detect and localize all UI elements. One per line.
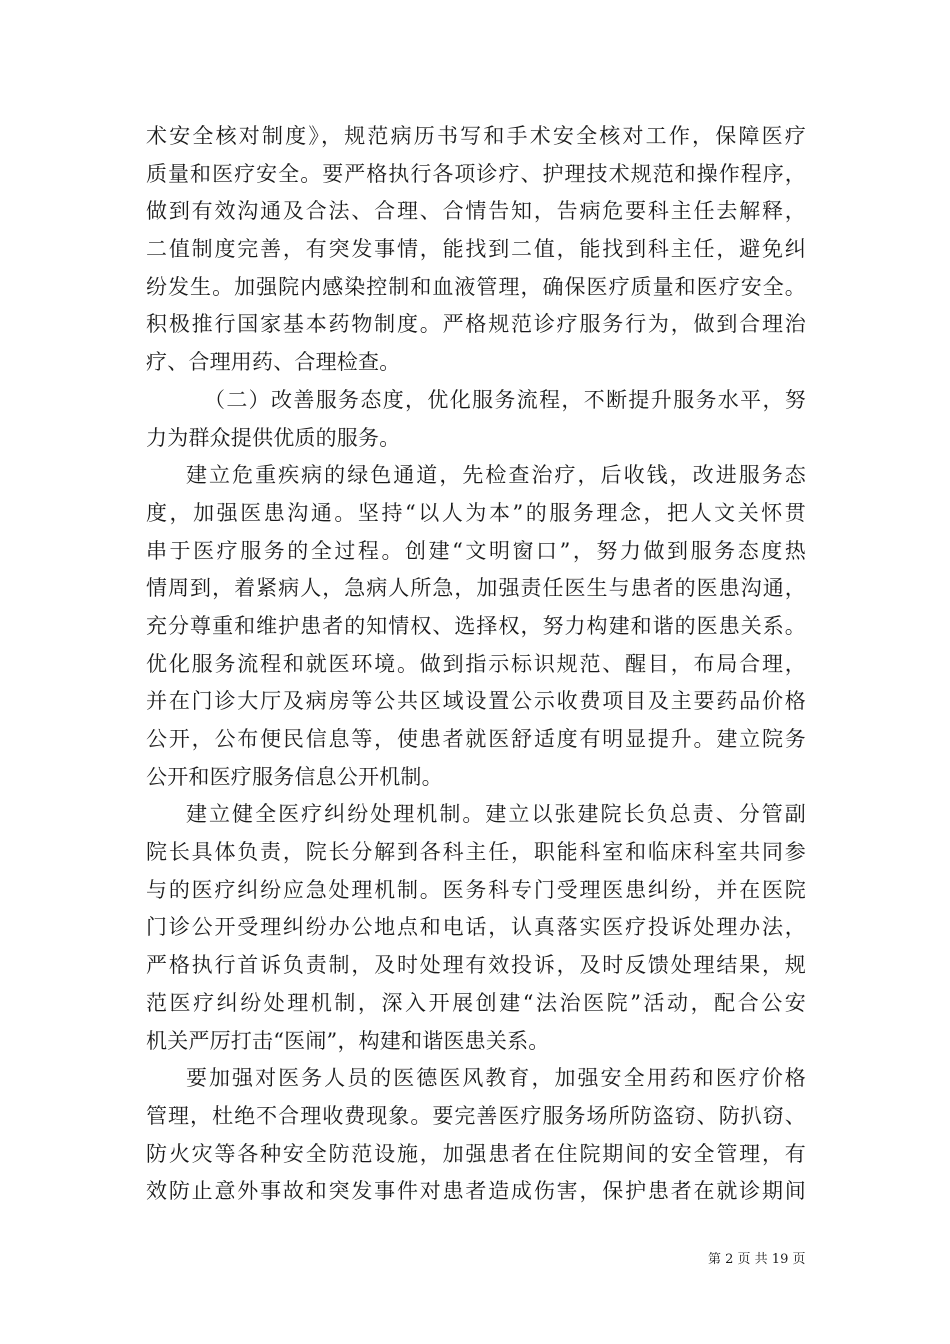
text-line: 管理，杜绝不合理收费现象。要完善医疗服务场所防盗窃、防扒窃、 bbox=[146, 1103, 806, 1128]
text-line: 术安全核对制度》，规范病历书写和手术安全核对工作，保障医疗 bbox=[146, 124, 806, 148]
document-body bbox=[146, 118, 806, 1211]
text-line: 要加强对医务人员的医德医风教育，加强安全用药和医疗价格 bbox=[186, 1066, 806, 1091]
text-line: 质量和医疗安全。要严格执行各项诊疗、护理技术规范和操作程序， bbox=[146, 161, 806, 186]
text-line: 积极推行国家基本药物制度。严格规范诊疗服务行为，做到合理治 bbox=[146, 312, 806, 337]
text-line: 做到有效沟通及合法、合理、合情告知，告病危要科主任去解释， bbox=[146, 199, 806, 224]
text-line: 力为群众提供优质的服务。 bbox=[146, 425, 401, 450]
text-line: （二）改善服务态度，优化服务流程，不断提升服务水平，努 bbox=[204, 387, 806, 412]
text-line: 情周到，着紧病人，急病人所急，加强责任医生与患者的医患沟通， bbox=[146, 576, 806, 601]
text-line: 机关严厉打击“医闹”，构建和谐医患关系。 bbox=[146, 1028, 550, 1053]
text-line: 防火灾等各种安全防范设施，加强患者在住院期间的安全管理，有 bbox=[146, 1141, 806, 1166]
text-line: 疗、合理用药、合理检查。 bbox=[146, 350, 401, 375]
text-line: 优化服务流程和就医环境。做到指示标识规范、醒目，布局合理， bbox=[146, 651, 806, 676]
text-line: 院长具体负责，院长分解到各科主任，职能科室和临床科室共同参 bbox=[146, 840, 806, 865]
text-line: 建立健全医疗纠纷处理机制。建立以张建院长负总责、分管副 bbox=[186, 802, 806, 827]
text-line: 建立危重疾病的绿色通道，先检查治疗，后收钱，改进服务态 bbox=[186, 463, 806, 488]
text-line: 公开和医疗服务信息公开机制。 bbox=[146, 764, 443, 789]
text-line: 效防止意外事故和突发事件对患者造成伤害，保护患者在就诊期间 bbox=[146, 1179, 806, 1204]
text-line: 与的医疗纠纷应急处理机制。医务科专门受理医患纠纷，并在医院 bbox=[146, 877, 806, 902]
text-line: 度，加强医患沟通。坚持“以人为本”的服务理念，把人文关怀贯 bbox=[146, 500, 806, 525]
page-number: 第 2 页 共 19 页 bbox=[708, 1252, 806, 1267]
text-line: 纷发生。加强院内感染控制和血液管理，确保医疗质量和医疗安全。 bbox=[146, 274, 806, 299]
text-line: 严格执行首诉负责制，及时处理有效投诉，及时反馈处理结果，规 bbox=[146, 953, 806, 978]
text-line: 公开，公布便民信息等，使患者就医舒适度有明显提升。建立院务 bbox=[146, 727, 806, 751]
text-line: 范医疗纠纷处理机制，深入开展创建“法治医院”活动，配合公安 bbox=[146, 990, 806, 1015]
text-line: 门诊公开受理纠纷办公地点和电话，认真落实医疗投诉处理办法， bbox=[146, 915, 806, 940]
text-line: 并在门诊大厅及病房等公共区域设置公示收费项目及主要药品价格 bbox=[146, 689, 806, 714]
text-line: 二值制度完善，有突发事情，能找到二值，能找到科主任，避免纠 bbox=[146, 237, 806, 262]
text-line: 充分尊重和维护患者的知情权、选择权，努力构建和谐的医患关系。 bbox=[146, 613, 806, 638]
text-line: 串于医疗服务的全过程。创建“文明窗口”，努力做到服务态度热 bbox=[146, 538, 806, 563]
